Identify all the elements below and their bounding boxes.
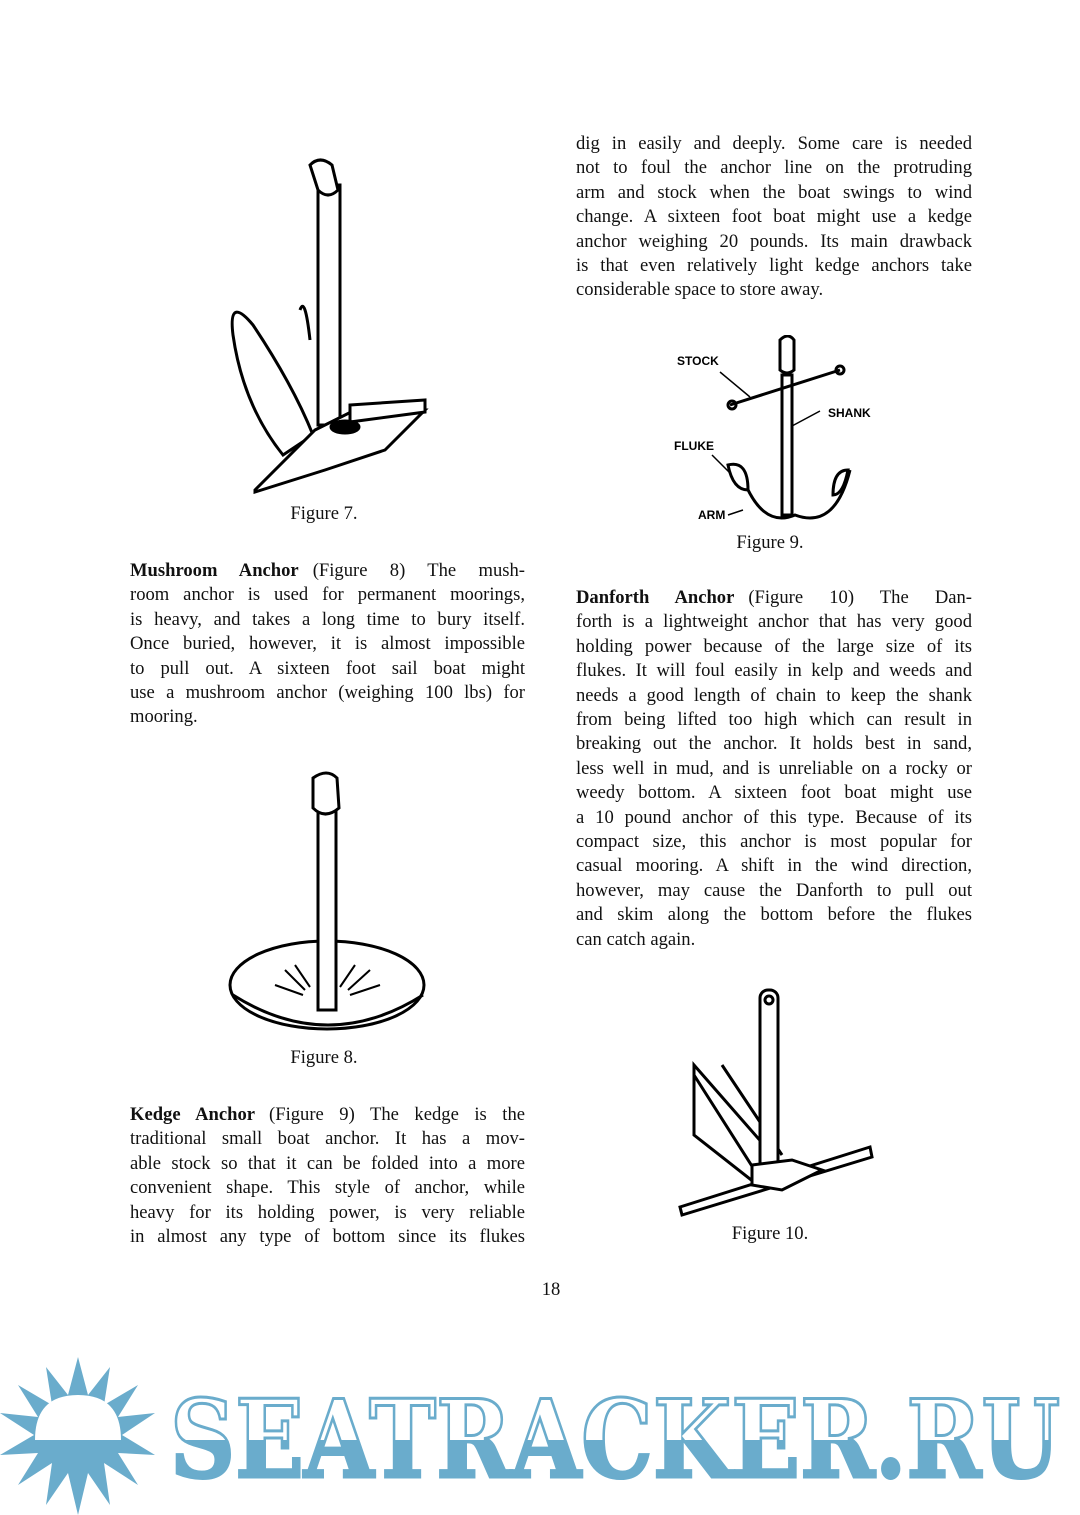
page-number: 18 (541, 1279, 561, 1300)
text-line: anchor weighing 20 pounds. Its main drawback (576, 230, 972, 252)
text-line: flukes. It will foul easily in kelp and weeds and (576, 660, 972, 682)
seatracker-watermark-logo (0, 1355, 1080, 1515)
figure-7-anchor-illustration (225, 155, 435, 500)
text-line: heavy for its holding power, is very reliable (130, 1201, 525, 1223)
text-line: to pull out. A sixteen foot sail boat might (130, 657, 525, 679)
text-line: Kedge Anchor (Figure 9) The kedge is the (130, 1104, 525, 1125)
text-line: a 10 pound anchor of this type. Because of its (576, 806, 972, 828)
text-line: can catch again. (576, 928, 696, 950)
label-shank: SHANK (828, 406, 871, 420)
figure-9-caption: Figure 9. (736, 532, 804, 553)
text-line: Once buried, however, it is almost impossible (130, 633, 525, 655)
text-line: from being lifted too high which can result in (576, 709, 972, 731)
section-heading: Danforth Anchor (576, 587, 735, 608)
text-line: mooring. (130, 706, 198, 728)
text-line: arm and stock when the boat swings to wind (576, 181, 972, 203)
text-line: convenient shape. This style of anchor, while (130, 1177, 525, 1199)
sun-icon (0, 1357, 155, 1515)
text-line: use a mushroom anchor (weighing 100 lbs) for (130, 682, 525, 704)
text-line: however, may cause the Danforth to pull out (576, 879, 972, 901)
text-line: considerable space to store away. (576, 279, 824, 301)
figure-10-caption: Figure 10. (731, 1223, 809, 1244)
text-line: forth is a lightweight anchor that has very good (576, 611, 972, 633)
section-heading: Mushroom Anchor (130, 560, 299, 581)
kedge-anchor-paragraph-continued (576, 132, 972, 303)
text-line: in almost any type of bottom since its flukes (130, 1226, 525, 1248)
text-line: breaking out the anchor. It holds best in sand, (576, 733, 972, 755)
text-line: change. A sixteen foot boat might use a kedge (576, 206, 972, 228)
danforth-anchor-paragraph (576, 586, 972, 952)
text-line: dig in easily and deeply. Some care is needed (576, 133, 972, 154)
label-fluke: FLUKE (674, 439, 714, 453)
text-line: is heavy, and takes a long time to bury itself. (130, 608, 525, 630)
text-line: Danforth Anchor (Figure 10) The Dan- (576, 587, 972, 608)
figure-9-anchor-illustration (670, 335, 880, 530)
label-arm: ARM (698, 508, 726, 522)
label-stock: STOCK (677, 354, 719, 368)
watermark-text: SEATRACKER.RU (170, 1377, 1060, 1503)
text-line: holding power because of the large size of its (576, 635, 972, 657)
text-line: Mushroom Anchor (Figure 8) The mush- (130, 560, 525, 581)
text-line: able stock so that it can be folded into a more (130, 1152, 525, 1174)
text-line: needs a good length of chain to keep the shank (576, 684, 972, 706)
text-line: casual mooring. A shift in the wind direction, (576, 855, 972, 877)
text-line: and skim along the bottom before the flukes (576, 904, 972, 926)
figure-8-anchor-illustration (225, 770, 430, 1040)
text-line: traditional small boat anchor. It has a mov- (130, 1128, 525, 1150)
section-heading: Kedge Anchor (130, 1104, 256, 1125)
text-line: weedy bottom. A sixteen foot boat might use (576, 782, 972, 804)
text-line: room anchor is used for permanent moorings, (130, 584, 525, 606)
kedge-anchor-paragraph (130, 1103, 525, 1249)
figure-10-anchor-illustration (672, 985, 877, 1220)
text-line: is that even relatively light kedge anchors take (576, 255, 972, 277)
text-line: less well in mud, and is unreliable on a rocky or (576, 757, 972, 779)
text-line: compact size, this anchor is most popular for (576, 831, 972, 853)
figure-7-caption: Figure 7. (290, 503, 358, 524)
text-line: not to foul the anchor line on the protruding (576, 157, 972, 179)
figure-8-caption: Figure 8. (290, 1047, 358, 1068)
mushroom-anchor-paragraph (130, 559, 525, 730)
